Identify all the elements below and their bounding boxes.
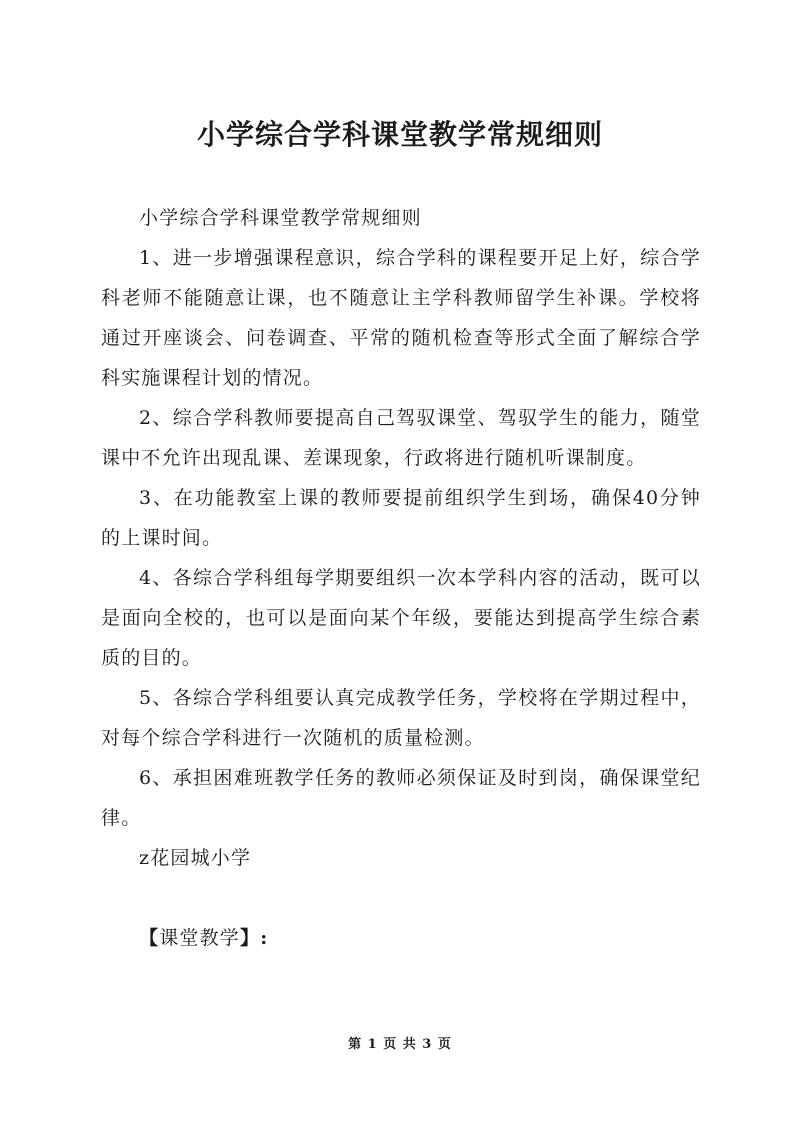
- document-title: 小学综合学科课堂教学常规细则: [196, 118, 603, 151]
- paragraph-item-4: 4、各综合学科组每学期要组织一次本学科内容的活动，既可以是面向全校的，也可以是面向某个年级，要能达到提高学生综合素质的目的。: [101, 567, 701, 669]
- document-body: [101, 198, 701, 958]
- paragraph-item-1: 1、进一步增强课程意识，综合学科的课程要开足上好，综合学科老师不能随意让课，也不随意让主学科教师留学生补课。学校将通过开座谈会、问卷调查、平常的随机检查等形式全面了解综合学科实施课程计划的情况。: [101, 247, 701, 389]
- section-heading-open-bracket: 【: [139, 927, 160, 949]
- paragraph-item-2: 2、综合学科教师要提高自己驾驭课堂、驾驭学生的能力，随堂课中不允许出现乱课、差课现象，行政将进行随机听课制度。: [101, 407, 701, 469]
- paragraph-item-5: 5、各综合学科组要认真完成教学任务，学校将在学期过程中，对每个综合学科进行一次随机的质量检测。: [101, 687, 701, 749]
- paragraph-subtitle: 小学综合学科课堂教学常规细则: [139, 207, 422, 229]
- paragraph-item-3: 3、在功能教室上课的教师要提前组织学生到场，确保40分钟的上课时间。: [101, 487, 701, 549]
- section-heading: [101, 918, 701, 958]
- page-number-footer: 第 1 页 共 3 页: [348, 1037, 452, 1052]
- paragraph-school-name: z花园城小学: [139, 847, 252, 869]
- section-heading-text: 课堂教学: [159, 927, 241, 949]
- paragraph-item-6: 6、承担困难班教学任务的教师必须保证及时到岗，确保课堂纪律。: [101, 767, 701, 829]
- section-heading-close-bracket: 】:: [240, 927, 269, 949]
